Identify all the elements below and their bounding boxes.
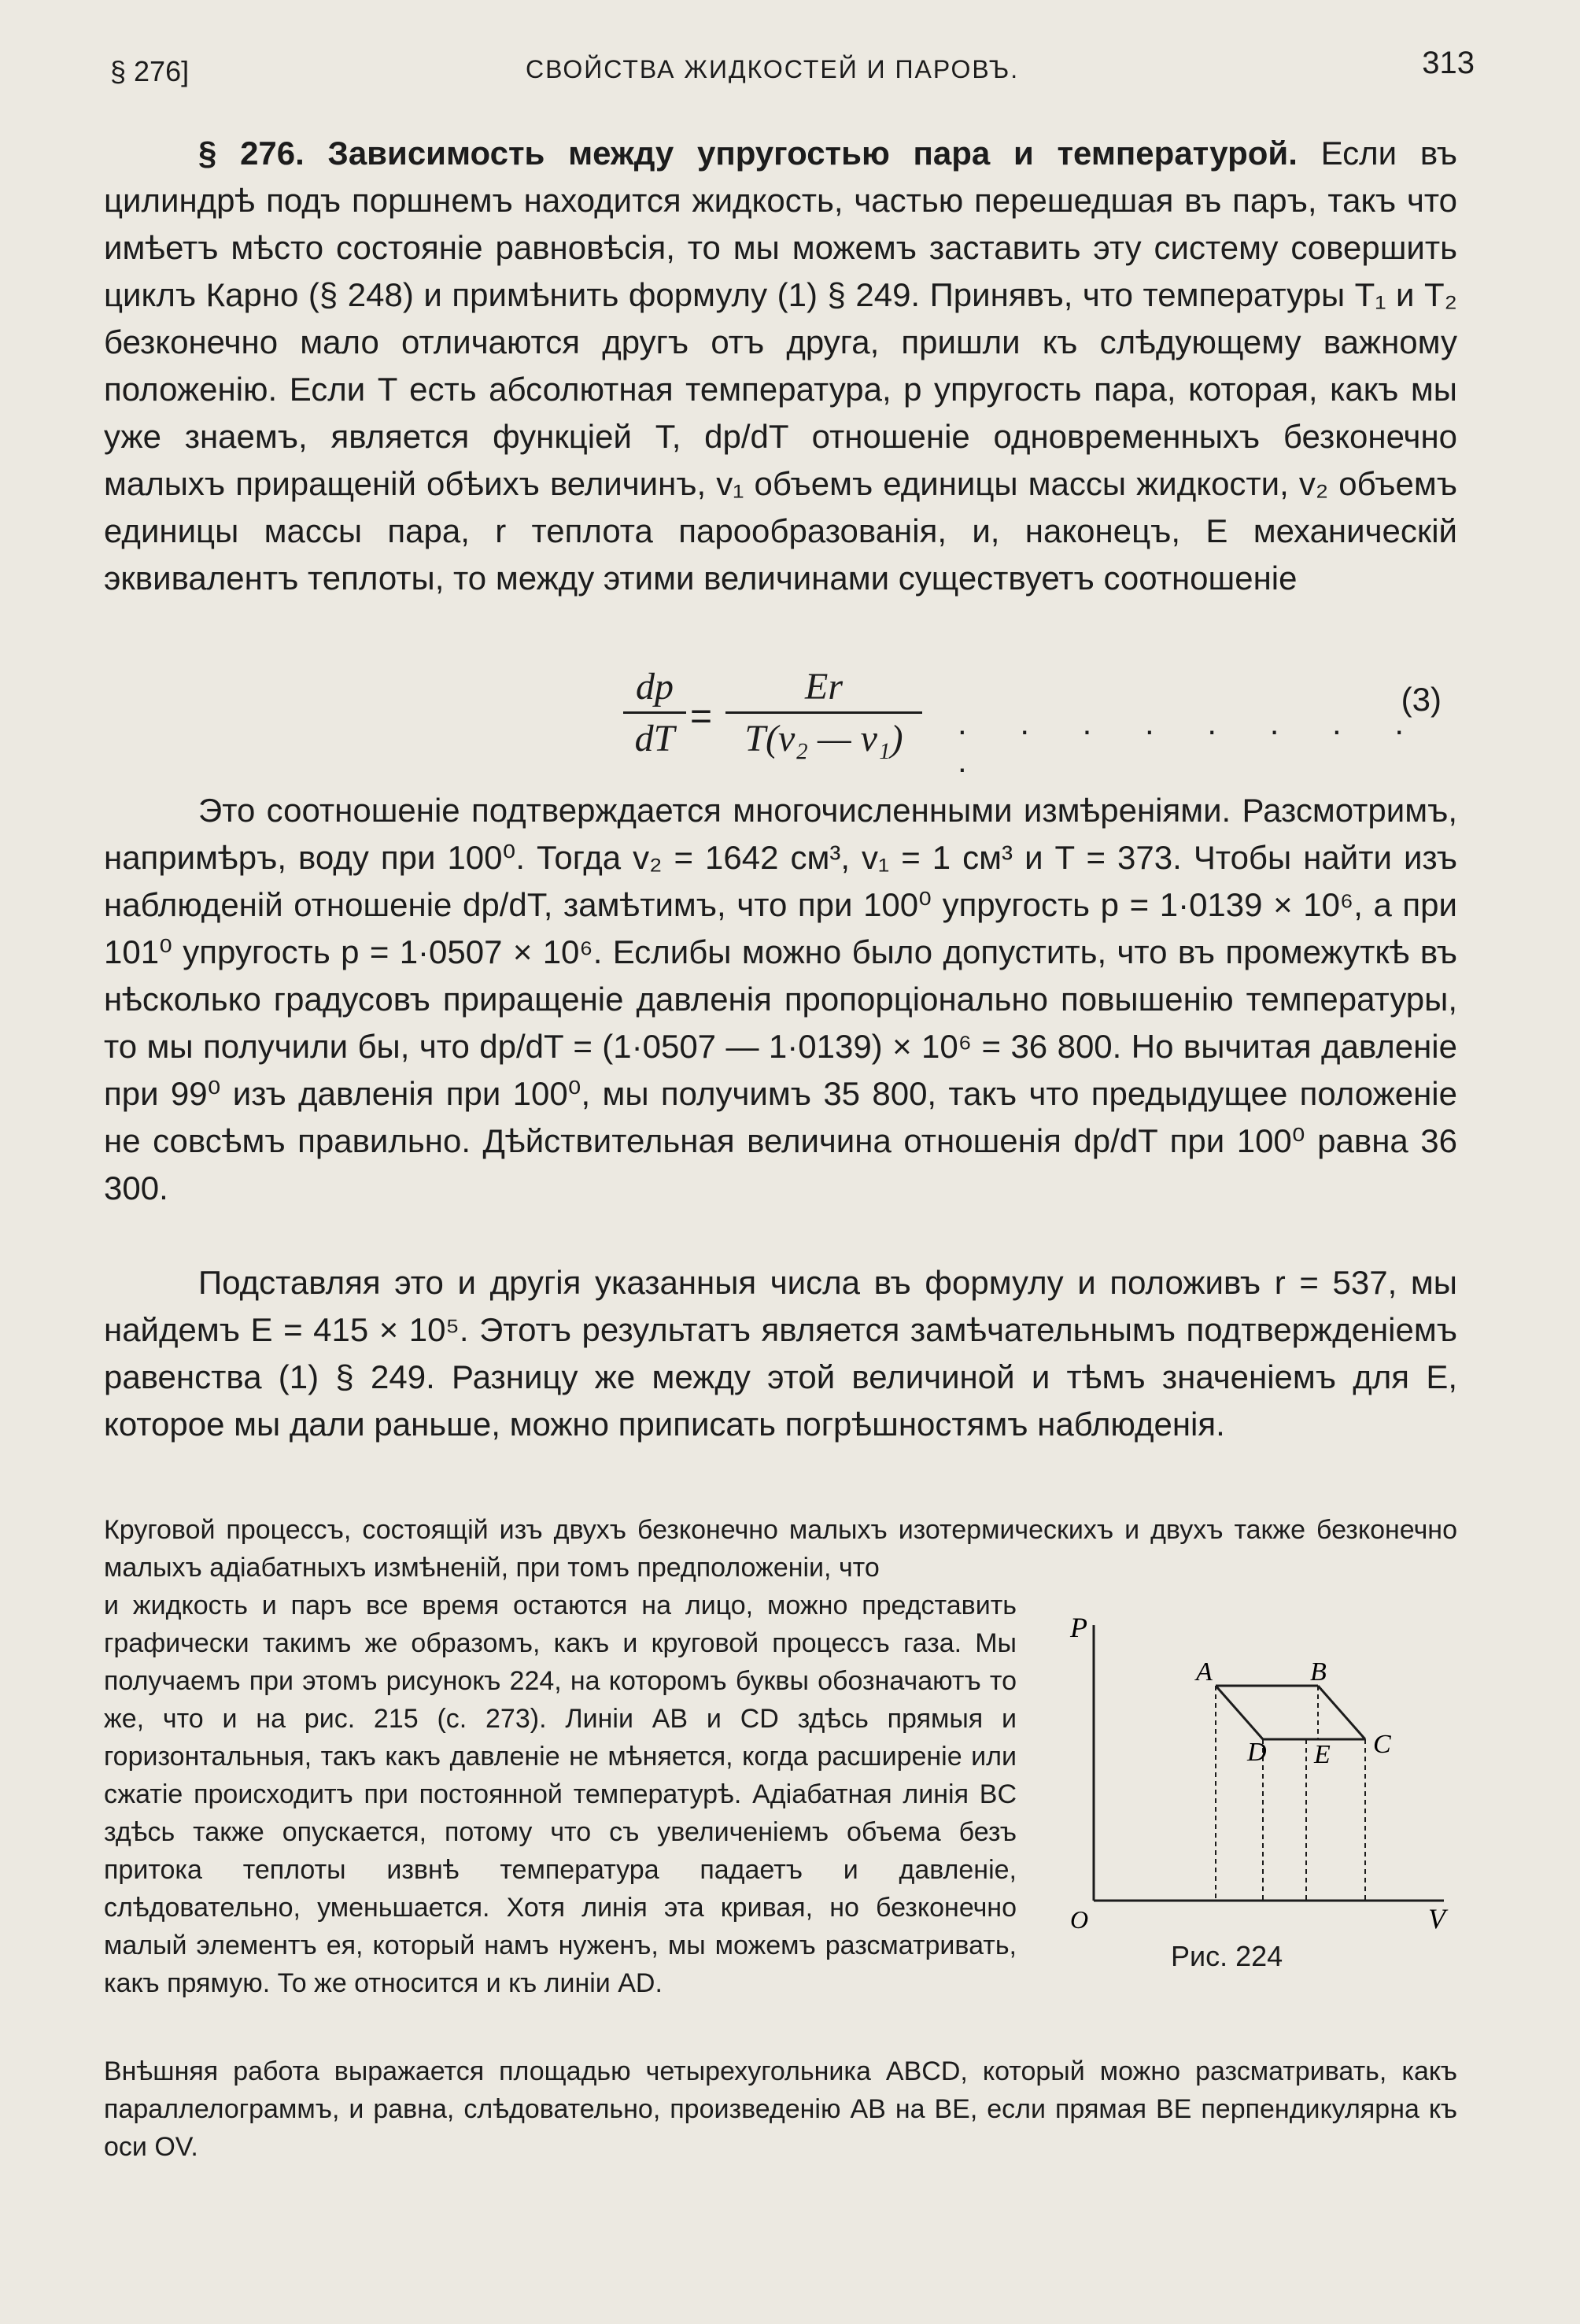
paragraph-1-text: Если въ цилиндрѣ подъ поршнемъ находится жидкость, частью перешедшая въ паръ, такъ что имѣетъ мѣсто состояніе равновѣсія, то мы можемъ заставить эту систему совершить циклъ Карно (§ 248) и примѣнить формулу (1) § 249. Принявъ, что температуры T₁ и T₂ безконечно мало отличаются другъ отъ друга, пришли къ слѣдующему важному положенію. Если T есть абсолютная температура, p упругость пара, которая, какъ мы уже знаемъ, является функціей T, dp/dT отношеніе одновременныхъ безконечно малыхъ приращеній обѣихъ величинъ, v₁ объемъ единицы массы жидкости, v₂ объемъ единицы массы пара, r теплота парообразованія, и, наконецъ, E механическій эквивалентъ теплоты, то между этими величинами существуетъ соотношеніе (104, 135, 1457, 597)
label-p: P (1070, 1617, 1087, 1643)
figure-caption: Рис. 224 (1171, 1940, 1283, 1972)
paragraph-3 (104, 1259, 1457, 1448)
paragraph-5-text: Внѣшняя работа выражается площадью четырехугольника ABCD, который можно разсматривать, какъ параллелограммъ, и равна, слѣдовательно, произведенію AB на BE, если прямая BE перпендикулярна къ оси OV. (104, 2056, 1457, 2162)
paragraph-2 (104, 787, 1457, 1212)
label-v: V (1428, 1903, 1445, 1934)
line-bc (1318, 1686, 1365, 1739)
paragraph-2-text: Это соотношеніе подтверждается многочисленными измѣреніями. Разсмотримъ, напримѣръ, воду при 100⁰. Тогда v₂ = 1642 см³, v₁ = 1 см³ и T = 373. Чтобы найти изъ наблюденій отношеніе dp/dT, замѣтимъ, что при 100⁰ упругость p = 1·0139 × 10⁶, а при 101⁰ упругость p = 1·0507 × 10⁶. Еслибы можно было допустить, что въ промежуткѣ въ нѣсколько градусовъ приращеніе давленія пропорціонально повышенію температуры, то мы получили бы, что dp/dT = (1·0507 — 1·0139) × 10⁶ = 36 800. Но вычитая давленіе при 99⁰ изъ давленія при 100⁰, мы получимъ 35 800, такъ что предыдущее положеніе не совсѣмъ правильно. Дѣйствительная величина отношенія dp/dT при 100⁰ равна 36 300. (104, 792, 1457, 1206)
pv-diagram (1058, 1617, 1467, 1948)
header-chapter-title: СВОЙСТВА ЖИДКОСТЕЙ И ПАРОВЪ. (526, 55, 1020, 83)
formula-rhs-numerator: Er (805, 666, 843, 708)
section-paragraph-1 (104, 130, 1457, 602)
formula-rhs (725, 665, 922, 760)
label-c: C (1373, 1730, 1391, 1759)
label-o: O (1070, 1905, 1089, 1934)
formula-leader-dots: . . . . . . . . . (958, 704, 1427, 779)
formula-rhs-denominator: T(v₂ — v₁) (744, 718, 903, 759)
formula-equals: = (690, 696, 713, 737)
label-d: D (1247, 1738, 1267, 1767)
paragraph-4-top: Круговой процессъ, состоящій изъ двухъ безконечно малыхъ изотермическихъ и двухъ также безконечно малыхъ адіабатныхъ измѣненій, при томъ предположеніи, что (104, 1515, 1457, 1583)
formula-lhs-denominator: dT (634, 718, 675, 759)
page-number: 313 (1422, 46, 1475, 80)
equation-3 (104, 665, 1457, 779)
formula-lhs-numerator: dp (636, 666, 674, 708)
label-e: E (1314, 1740, 1331, 1769)
section-title: § 276. Зависимость между упругостью пара и температурой. (198, 135, 1298, 172)
figure-224 (1058, 1617, 1467, 1979)
paragraph-4-wrapped: и жидкость и паръ все время остаются на лицо, можно представить графически такимъ же образомъ, какъ и круговой процессъ газа. Мы получаемъ при этомъ рисунокъ 224, на которомъ буквы обозначаютъ то же, что и на рис. 215 (с. 273). Линіи AB и CD здѣсь прямыя и горизонтальныя, такъ какъ давленіе не мѣняется, когда расширеніе или сжатіе происходитъ при постоянной температурѣ. Адіабатная линія BC здѣсь также опускается, потому что съ увеличеніемъ объема безъ притока теплоты извнѣ температура падаетъ и давленіе, слѣдовательно, уменьшается. Хотя линія эта кривая, но безконечно малый элементъ ея, который намъ нуженъ, мы можемъ разсматривать, какъ прямую. То же относится и къ линіи AD. (104, 1591, 1017, 1998)
header-section-ref: § 276] (110, 55, 190, 87)
paragraph-5 (104, 2052, 1457, 2166)
formula-lhs (623, 665, 686, 760)
equation-number: (3) (1401, 681, 1442, 718)
line-ad (1216, 1686, 1263, 1739)
label-a: A (1196, 1657, 1213, 1687)
paragraph-3-text: Подставляя это и другія указанныя числа въ формулу и положивъ r = 537, мы найдемъ E = 415 × 10⁵. Этотъ результатъ является замѣчательнымъ подтвержденіемъ равенства (1) § 249. Разницу же между этой величиной и тѣмъ значеніемъ для E, которое мы дали раньше, можно приписать погрѣшностямъ наблюденія. (104, 1264, 1457, 1443)
label-b: B (1310, 1657, 1327, 1687)
running-header (93, 46, 1475, 93)
